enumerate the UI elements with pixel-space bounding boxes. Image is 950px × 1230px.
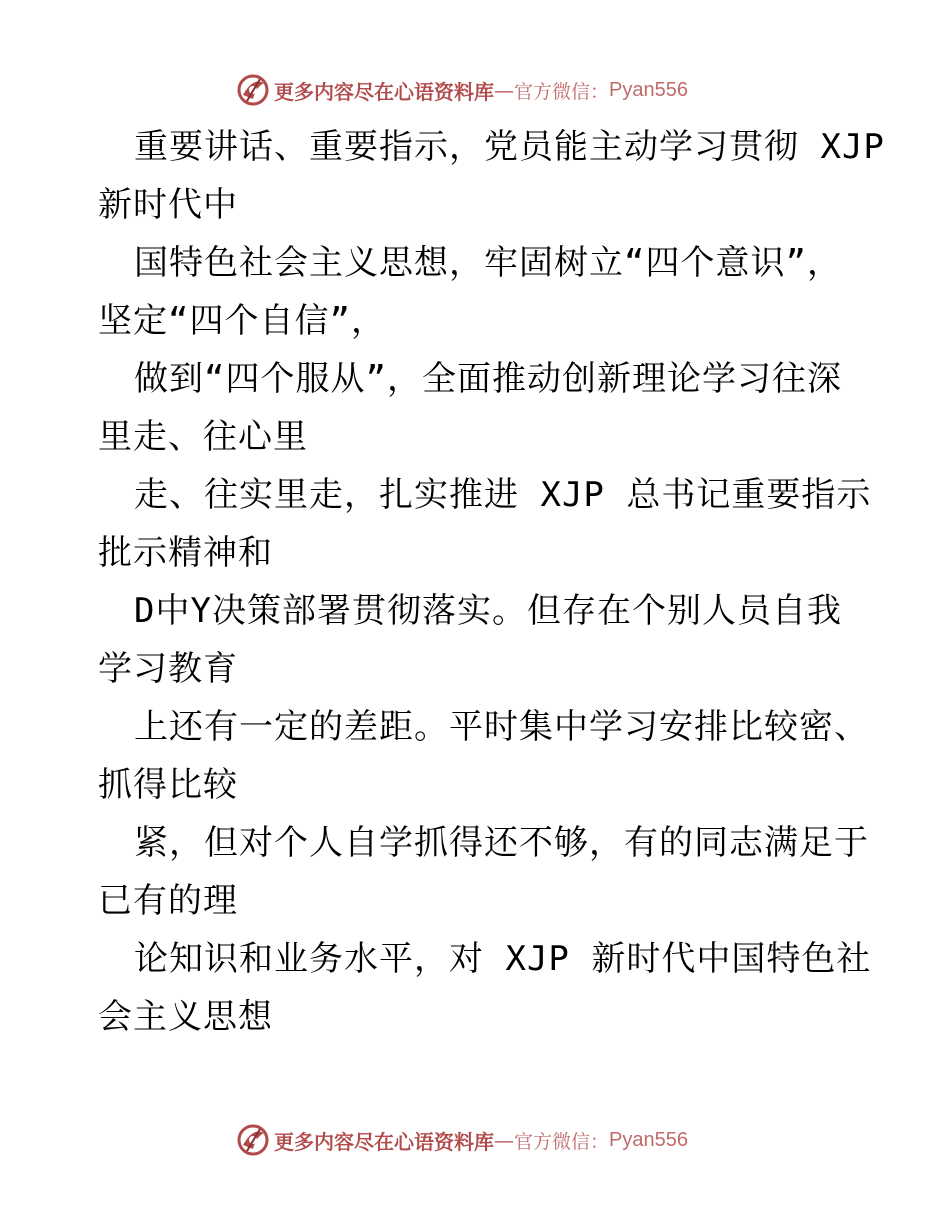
text-line: 坚定“四个自信”，: [98, 301, 386, 341]
banner-dash: —: [494, 1128, 514, 1152]
banner-dash: —: [494, 78, 514, 102]
header-banner: [236, 72, 688, 108]
footer-banner: [236, 1122, 688, 1158]
text-line: 批示精神和: [98, 533, 273, 573]
text-line: 做到“四个服从”，全面推动创新理论学习往深: [134, 359, 842, 399]
wechat-id: Pyan556: [609, 78, 688, 101]
text-line: 论知识和业务水平，对 XJP 新时代中国特色社: [134, 939, 872, 979]
text-line: 走、往实里走，扎实推进 XJP 总书记重要指示: [134, 475, 872, 515]
text-line: 已有的理: [98, 881, 238, 921]
brand-text: 更多内容尽在心语资料库: [274, 79, 494, 104]
body-text: [98, 118, 885, 1046]
library-logo-icon: [236, 73, 270, 107]
wechat-id: Pyan556: [609, 1128, 688, 1151]
text-line: 新时代中: [98, 185, 238, 225]
text-line: 紧，但对个人自学抓得还不够，有的同志满足于: [134, 823, 869, 863]
wechat-label: 官方微信：: [514, 80, 610, 103]
text-line: 会主义思想: [98, 997, 273, 1037]
text-line: D中Y决策部署贯彻落实。但存在个别人员自我: [134, 591, 842, 631]
wechat-label: 官方微信：: [514, 1130, 610, 1153]
brand-text: 更多内容尽在心语资料库: [274, 1129, 494, 1154]
text-line: 国特色社会主义思想，牢固树立“四个意识”，: [134, 243, 842, 283]
text-line: 里走、往心里: [98, 417, 308, 457]
library-logo-icon: [236, 1123, 270, 1157]
text-line: 抓得比较: [98, 765, 238, 805]
text-line: 上还有一定的差距。平时集中学习安排比较密、: [134, 707, 869, 747]
text-line: 学习教育: [98, 649, 238, 689]
text-line: 重要讲话、重要指示，党员能主动学习贯彻 XJP: [134, 127, 885, 167]
